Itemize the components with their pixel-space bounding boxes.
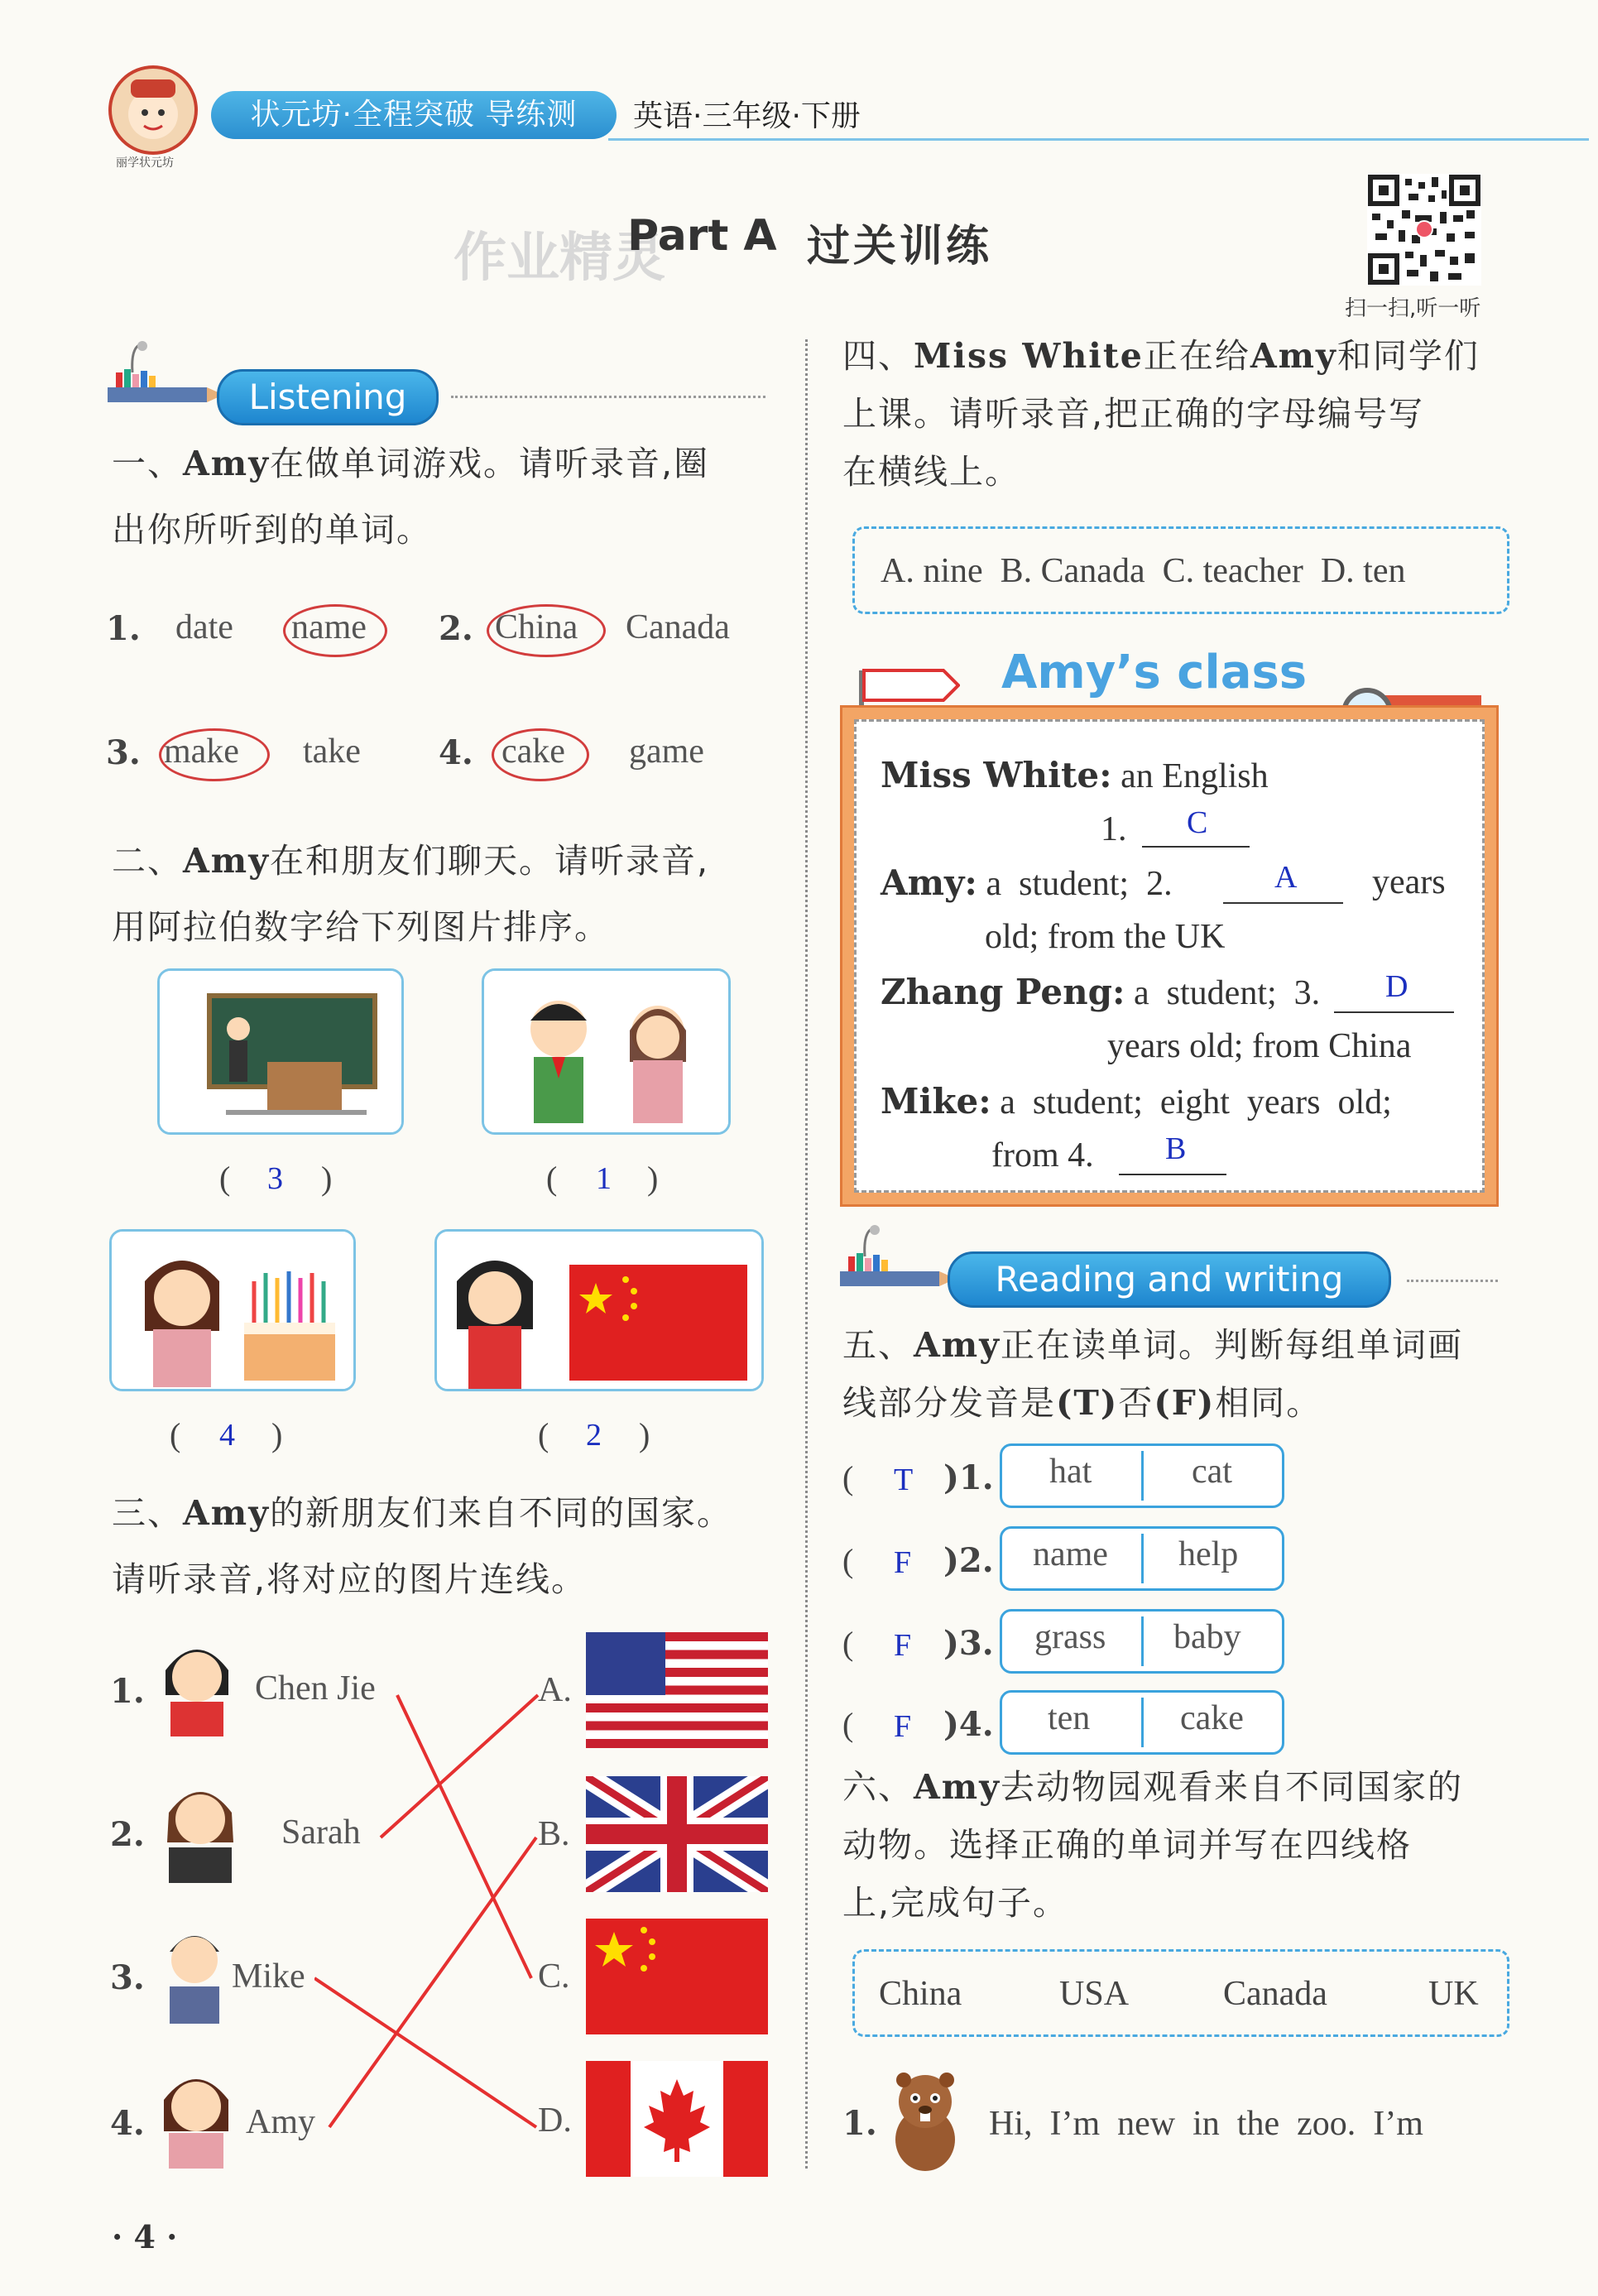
header-rule xyxy=(608,138,1589,141)
q1-item-number: 3. xyxy=(106,733,141,772)
q1-item-number: 2. xyxy=(439,609,473,648)
logo xyxy=(108,65,199,156)
q5-bracket: ( xyxy=(842,1542,854,1579)
page-title-part: Part A xyxy=(627,211,777,261)
answer-letter[interactable]: D xyxy=(1385,969,1408,1004)
q4-options: A. nine B. Canada C. teacher D. ten xyxy=(881,552,1406,590)
person-name: Amy xyxy=(246,2103,315,2141)
q2-answer[interactable]: 2 xyxy=(586,1418,602,1453)
flag-letter: B. xyxy=(538,1815,570,1853)
watermark: 作业精灵 xyxy=(453,228,665,289)
answer-letter[interactable]: A xyxy=(1274,860,1298,895)
card-row-miss-white: Miss White: an English xyxy=(881,755,1269,795)
q5-item-number: )3. xyxy=(943,1624,994,1663)
column-divider xyxy=(805,339,808,2169)
series-banner: 状元坊·全程突破 导练测 xyxy=(211,91,617,139)
q5-answer[interactable]: F xyxy=(894,1545,912,1580)
card-text: years xyxy=(1372,863,1446,901)
q3-person-number: 4. xyxy=(110,2104,145,2143)
q1-word-option[interactable]: take xyxy=(303,733,361,771)
q5-answer[interactable]: F xyxy=(894,1709,912,1744)
answer-blank[interactable] xyxy=(1334,1011,1454,1013)
card-text: from 4. xyxy=(991,1136,1094,1174)
q3-person-number: 3. xyxy=(110,1958,145,1997)
pair-word: cat xyxy=(1192,1453,1232,1491)
q2-prompt: 二、Amy在和朋友们聊天。请听录音, 用阿拉伯数字给下列图片排序。 xyxy=(112,841,710,947)
pencil-icon xyxy=(108,339,223,414)
canada-flag-icon[interactable] xyxy=(586,2061,768,2177)
picture-teacher-blackboard xyxy=(157,968,404,1135)
q3-prompt: 三、Amy的新朋友们来自不同的国家。 请听录音,将对应的图片连线。 xyxy=(112,1493,733,1599)
q1-word-option[interactable]: name xyxy=(291,608,367,646)
q2-answer[interactable]: 1 xyxy=(596,1161,612,1196)
q2-answer-bracket: ( xyxy=(546,1160,558,1197)
qr-code-icon[interactable] xyxy=(1367,174,1481,286)
picture-two-children-greeting xyxy=(482,968,731,1135)
q1-word-option[interactable]: cake xyxy=(501,733,565,771)
pair-word: hat xyxy=(1049,1453,1092,1491)
q2-answer[interactable]: 3 xyxy=(267,1161,283,1196)
q1-prompt: 一、Amy在做单词游戏。请听录音,圈 出你所听到的单词。 xyxy=(112,444,710,550)
avatar xyxy=(149,1771,257,1883)
q4-prompt: 四、Miss White正在给Amy和同学们 上课。请听录音,把正确的字母编号写 在横线上。 xyxy=(842,336,1480,492)
china-flag-icon[interactable] xyxy=(586,1919,768,2034)
q2-answer[interactable]: 4 xyxy=(219,1418,235,1453)
uk-flag-icon[interactable] xyxy=(586,1776,768,1892)
q2-answer-bracket: ) xyxy=(321,1160,333,1197)
person-name: Mike xyxy=(232,1957,305,1996)
section-reading-writing: Reading and writing xyxy=(948,1251,1391,1308)
q1-word-option[interactable]: game xyxy=(629,733,704,771)
q5-item-number: )1. xyxy=(943,1458,994,1497)
card-text: old; from the UK xyxy=(985,918,1226,956)
answer-letter[interactable]: C xyxy=(1187,805,1208,840)
word-bank-item: China xyxy=(879,1975,962,2013)
pair-word: grass xyxy=(1034,1618,1106,1656)
q3-person-number: 2. xyxy=(110,1815,145,1854)
pencil-icon xyxy=(840,1223,956,1298)
answer-blank[interactable] xyxy=(1142,846,1250,848)
q5-answer[interactable]: F xyxy=(894,1628,912,1663)
card-blank-number: 1. xyxy=(1101,810,1127,848)
q5-answer[interactable]: T xyxy=(894,1463,914,1497)
q5-bracket: ( xyxy=(842,1625,854,1662)
subject-label: 英语·三年级·下册 xyxy=(633,99,861,133)
word-pair-box xyxy=(1000,1443,1284,1508)
q2-answer-bracket: ( xyxy=(538,1416,549,1453)
pair-word: name xyxy=(1033,1535,1108,1573)
q1-word-option[interactable]: make xyxy=(164,733,239,771)
q5-prompt: 五、Amy正在读单词。判断每组单词画 线部分发音是(T)否(F)相同。 xyxy=(842,1325,1464,1423)
picture-girl-chinese-flag xyxy=(434,1229,764,1391)
pair-word: help xyxy=(1178,1535,1239,1573)
q6-item-number: 1. xyxy=(842,2104,877,2143)
avatar xyxy=(149,2057,244,2169)
beaver-icon xyxy=(876,2065,975,2173)
pair-word: cake xyxy=(1180,1699,1244,1737)
q3-match-lines xyxy=(314,1672,546,2135)
card-row-amy: Amy: a student; 2. xyxy=(881,862,1173,903)
q5-bracket: ( xyxy=(842,1706,854,1743)
flag-letter: D. xyxy=(538,2101,572,2140)
q2-answer-bracket: ( xyxy=(170,1416,181,1453)
q5-bracket: ( xyxy=(842,1459,854,1496)
card-title: Amy’s class xyxy=(1001,646,1308,699)
dotted-rule xyxy=(1407,1280,1498,1282)
q1-word-option[interactable]: China xyxy=(495,608,578,646)
q6-prompt: 六、Amy去动物园观看来自不同国家的 动物。选择正确的单词并写在四线格 上,完成句子。 xyxy=(842,1767,1464,1923)
q5-item-number: )2. xyxy=(943,1541,994,1580)
page-number: · 4 · xyxy=(112,2218,178,2255)
avatar xyxy=(153,1912,236,2024)
usa-flag-icon[interactable] xyxy=(586,1632,768,1748)
q6-sentence: Hi, I’m new in the zoo. I’m xyxy=(989,2105,1423,2143)
q1-word-option[interactable]: Canada xyxy=(626,608,730,646)
q1-item-number: 1. xyxy=(106,609,141,648)
word-bank-item: UK xyxy=(1428,1975,1479,2013)
dotted-rule xyxy=(451,396,765,398)
q3-person-number: 1. xyxy=(110,1672,145,1711)
flag-letter: C. xyxy=(538,1957,570,1996)
card-row-mike: Mike: a student; eight years old; xyxy=(881,1081,1392,1122)
qr-caption: 扫一扫,听一听 xyxy=(1345,296,1481,321)
person-name: Sarah xyxy=(281,1813,361,1852)
q2-answer-bracket: ) xyxy=(647,1160,659,1197)
person-name: Chen Jie xyxy=(255,1669,376,1708)
q5-item-number: )4. xyxy=(943,1705,994,1744)
q2-answer-bracket: ) xyxy=(271,1416,283,1453)
picture-girl-birthday-cake xyxy=(109,1229,356,1391)
answer-blank[interactable] xyxy=(1119,1174,1226,1175)
flag-letter: A. xyxy=(538,1671,572,1709)
word-bank-item: USA xyxy=(1059,1975,1130,2013)
q2-answer-bracket: ( xyxy=(219,1160,231,1197)
pair-word: baby xyxy=(1173,1618,1241,1656)
q1-item-number: 4. xyxy=(439,733,473,772)
q2-answer-bracket: ) xyxy=(639,1416,650,1453)
avatar xyxy=(147,1629,247,1736)
word-bank-item: Canada xyxy=(1223,1975,1327,2013)
signpost-icon xyxy=(852,662,960,712)
card-text: years old; from China xyxy=(1107,1027,1412,1065)
pair-word: ten xyxy=(1048,1699,1091,1737)
logo-caption: 丽学状元坊 xyxy=(116,156,174,170)
answer-letter[interactable]: B xyxy=(1165,1131,1187,1166)
page-title-name: 过关训练 xyxy=(807,222,993,271)
q1-word-option[interactable]: date xyxy=(175,608,233,646)
section-listening: Listening xyxy=(217,369,439,425)
answer-blank[interactable] xyxy=(1223,902,1343,904)
card-row-zhang-peng: Zhang Peng: a student; 3. xyxy=(881,972,1321,1012)
